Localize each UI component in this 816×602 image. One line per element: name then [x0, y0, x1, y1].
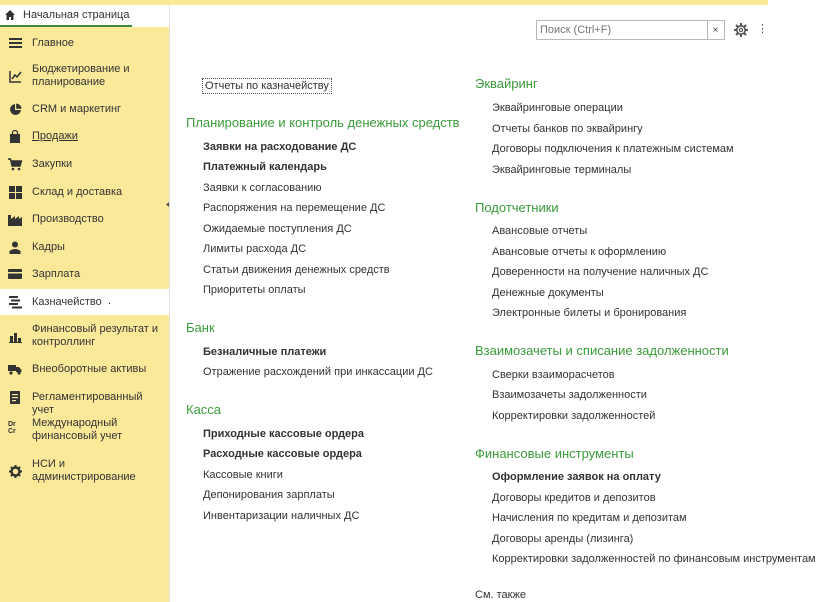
sidebar-item-production[interactable] [0, 207, 169, 231]
section-title-accountable-persons: Подотчетники [475, 200, 559, 215]
sidebar [0, 27, 169, 602]
sidebar-item-label: Внеоборотные активы [32, 363, 147, 375]
link-spending-limits[interactable]: Лимиты расхода ДС [203, 243, 307, 255]
sidebar-item-label: Продажи [32, 130, 78, 142]
sidebar-item-international-accounting[interactable] [0, 413, 169, 447]
sidebar-item-budgeting[interactable] [0, 59, 169, 93]
link-cash-inventories[interactable]: Инвентаризации наличных ДС [203, 510, 360, 522]
link-settlement-reconciliations[interactable]: Сверки взаиморасчетов [492, 369, 615, 381]
sidebar-item-label: CRM и маркетинг [32, 103, 122, 115]
gear-icon [8, 464, 22, 478]
link-debt-adjustments[interactable]: Корректировки задолженностей [492, 410, 656, 422]
ledger-icon [8, 390, 22, 404]
treasury-reports-link[interactable]: Отчеты по казначейству [202, 78, 332, 94]
wallet-icon [8, 267, 22, 281]
link-debt-offsets[interactable]: Взаимозачеты задолженности [492, 389, 647, 401]
tab-home[interactable] [0, 5, 132, 27]
link-payment-calendar[interactable]: Платежный календарь [203, 161, 327, 173]
link-salary-deposits[interactable]: Депонирования зарплаты [203, 489, 335, 501]
section-title-acquiring: Эквайринг [475, 76, 538, 91]
home-icon [4, 9, 17, 22]
sidebar-item-label: Казначейство [32, 296, 102, 308]
cursor-marker: . [108, 295, 112, 307]
link-loan-deposit-accruals[interactable]: Начисления по кредитам и депозитам [492, 512, 687, 524]
sidebar-item-financial-result[interactable] [0, 319, 169, 353]
section-title-cash-planning: Планирование и контроль денежных средств [186, 115, 460, 130]
chart-up-icon [8, 69, 22, 83]
link-lease-contracts[interactable]: Договоры аренды (лизинга) [492, 533, 634, 545]
sidebar-item-warehouse[interactable] [0, 180, 169, 204]
sidebar-item-label: Финансовый результат и контроллинг [32, 323, 158, 348]
link-payment-priorities[interactable]: Приоритеты оплаты [203, 284, 306, 296]
link-advance-reports[interactable]: Авансовые отчеты [492, 225, 588, 237]
link-payment-system-contracts[interactable]: Договоры подключения к платежным системам [492, 143, 734, 155]
factory-icon [8, 212, 22, 226]
link-bank-acquiring-reports[interactable]: Отчеты банков по эквайрингу [492, 123, 643, 135]
cart-icon [8, 157, 22, 171]
menu-icon [8, 36, 22, 50]
link-collection-discrepancies[interactable]: Отражение расхождений при инкассации ДС [203, 366, 433, 378]
link-cash-powers-of-attorney[interactable]: Доверенности на получение наличных ДС [492, 266, 709, 278]
sidebar-item-purchases[interactable] [0, 152, 169, 176]
section-title-financial-instruments: Финансовые инструменты [475, 446, 634, 461]
sidebar-item-label: Бюджетирование и планирование [32, 63, 130, 88]
bag-icon [8, 129, 22, 143]
see-also-label: См. также [475, 589, 526, 601]
sidebar-item-label: Склад и доставка [32, 186, 123, 198]
pie-chart-icon [8, 102, 22, 116]
section-title-bank: Банк [186, 320, 215, 335]
link-noncash-payments[interactable]: Безналичные платежи [203, 346, 327, 358]
sidebar-item-hr[interactable] [0, 235, 169, 259]
more-menu-button[interactable]: ⋮ [757, 23, 768, 35]
sidebar-item-admin[interactable] [0, 454, 169, 488]
link-expected-receipts[interactable]: Ожидаемые поступления ДС [203, 223, 352, 235]
link-instrument-debt-adjustments[interactable]: Корректировки задолженностей по финансовым инструментам [492, 553, 816, 565]
treasury-panel [169, 5, 816, 602]
sidebar-item-treasury[interactable] [0, 289, 169, 315]
sidebar-item-label: Кадры [32, 241, 65, 253]
truck-icon [8, 362, 22, 376]
link-cash-flow-items[interactable]: Статьи движения денежных средств [203, 264, 390, 276]
sidebar-item-fixed-assets[interactable] [0, 357, 169, 381]
bar-chart-icon [8, 329, 22, 343]
sidebar-item-sales[interactable] [0, 124, 169, 148]
cash-stack-icon [8, 295, 22, 309]
sidebar-item-label: Закупки [32, 158, 73, 170]
link-acquiring-operations[interactable]: Эквайринговые операции [492, 102, 623, 114]
section-title-offsets: Взаимозачеты и списание задолженности [475, 343, 729, 358]
link-advance-reports-pending[interactable]: Авансовые отчеты к оформлению [492, 246, 667, 258]
sidebar-item-label: Главное [32, 37, 75, 49]
sidebar-item-main[interactable] [0, 31, 169, 55]
link-approval-requests[interactable]: Заявки к согласованию [203, 182, 322, 194]
link-expense-requests[interactable]: Заявки на расходование ДС [203, 141, 357, 153]
sidebar-item-label: НСИ и администрирование [32, 458, 136, 483]
boxes-grid-icon [8, 185, 22, 199]
sidebar-item-salary[interactable] [0, 262, 169, 286]
link-acquiring-terminals[interactable]: Эквайринговые терминалы [492, 164, 632, 176]
sidebar-item-label: Производство [32, 213, 104, 225]
link-cash-books[interactable]: Кассовые книги [203, 469, 283, 481]
link-payment-requests[interactable]: Оформление заявок на оплату [492, 471, 661, 483]
dr-cr-icon: Dr Cr [8, 421, 16, 435]
sidebar-item-regulated-accounting[interactable] [0, 385, 169, 416]
sidebar-item-label: Зарплата [32, 268, 81, 280]
link-cash-expense-orders[interactable]: Расходные кассовые ордера [203, 448, 362, 460]
link-electronic-tickets[interactable]: Электронные билеты и бронирования [492, 307, 687, 319]
sidebar-item-label: Регламентированный учет [32, 391, 143, 416]
link-money-documents[interactable]: Денежные документы [492, 287, 604, 299]
search-input[interactable] [537, 21, 700, 38]
section-title-cashbox: Касса [186, 402, 222, 417]
search-clear-button[interactable]: × [707, 20, 725, 40]
settings-gear-icon[interactable] [733, 22, 749, 38]
tab-home-label: Начальная страница [23, 9, 130, 21]
person-icon [8, 240, 22, 254]
link-loan-deposit-contracts[interactable]: Договоры кредитов и депозитов [492, 492, 656, 504]
link-cash-receipt-orders[interactable]: Приходные кассовые ордера [203, 428, 365, 440]
search-box [536, 20, 708, 40]
sidebar-item-crm[interactable] [0, 97, 169, 121]
link-transfer-orders[interactable]: Распоряжения на перемещение ДС [203, 202, 386, 214]
sidebar-item-label: Международный финансовый учет [32, 417, 123, 442]
